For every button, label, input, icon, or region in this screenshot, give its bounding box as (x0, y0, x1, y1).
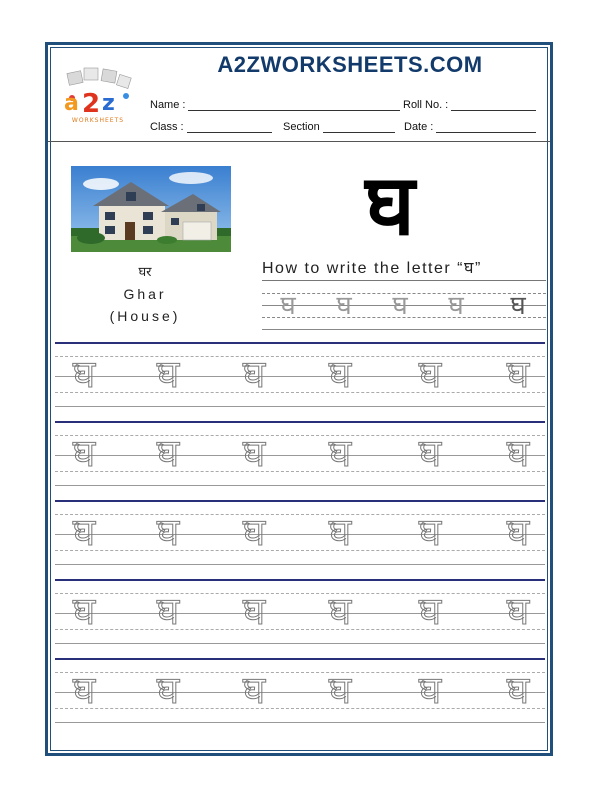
practice-row[interactable] (55, 658, 545, 720)
trace-letter: घ (72, 668, 96, 712)
trace-letter: घ (328, 431, 352, 475)
trace-letter: घ (418, 510, 442, 554)
practice-row[interactable] (55, 342, 545, 404)
svg-text:z: z (102, 91, 115, 116)
trace-letter: घ (328, 510, 352, 554)
site-title: A2ZWORKSHEETS.COM (217, 52, 483, 77)
trace-letter: घ (72, 352, 96, 396)
trace-letter: घ (156, 668, 180, 712)
trace-letter: घ (506, 352, 530, 396)
trace-letter: घ (242, 589, 266, 633)
trace-letter: घ (242, 431, 266, 475)
trace-letter: घ (506, 431, 530, 475)
trace-letter: घ (156, 352, 180, 396)
trace-letter: घ (418, 352, 442, 396)
svg-text:a: a (64, 91, 79, 116)
stroke-step-4: घ (448, 291, 464, 321)
stroke-step-5: घ (510, 291, 526, 321)
date-field[interactable]: Date : (404, 121, 536, 133)
stroke-step-1: घ (280, 291, 296, 321)
word-roman: Ghar (123, 286, 167, 302)
trace-letter: घ (506, 510, 530, 554)
trace-letter: घ (72, 510, 96, 554)
trace-letter: घ (72, 431, 96, 475)
heading-underline (262, 280, 546, 281)
name-field[interactable]: Name : (150, 99, 400, 111)
trace-letter: घ (72, 589, 96, 633)
how-to-write-heading: How to write the letter “घ” (262, 260, 482, 277)
practice-row[interactable] (55, 500, 545, 562)
section-field[interactable]: Section (283, 121, 395, 133)
roll-no-field[interactable]: Roll No. : (403, 99, 536, 111)
trace-letter: घ (418, 589, 442, 633)
house-image (71, 166, 231, 252)
trace-letter: घ (156, 589, 180, 633)
big-letter: घ (365, 156, 415, 254)
stroke-step-3: घ (392, 291, 408, 321)
practice-row[interactable] (55, 579, 545, 641)
word-meaning: (House) (109, 308, 181, 324)
trace-letter: घ (242, 510, 266, 554)
trace-letter: घ (328, 352, 352, 396)
trace-letter: घ (242, 352, 266, 396)
word-hindi: घर (138, 265, 152, 280)
stroke-step-2: घ (336, 291, 352, 321)
trace-letter: घ (328, 589, 352, 633)
trace-letter: घ (156, 510, 180, 554)
trace-letter: घ (156, 431, 180, 475)
logo-subtext: WORKSHEETS (71, 117, 125, 124)
trace-letter: घ (418, 431, 442, 475)
svg-text:2: 2 (82, 89, 101, 119)
stroke-order-steps (262, 285, 546, 333)
trace-letter: घ (418, 668, 442, 712)
practice-row[interactable] (55, 421, 545, 483)
a2z-logo-icon (58, 66, 138, 128)
trace-letter: घ (242, 668, 266, 712)
trace-letter: घ (328, 668, 352, 712)
header-separator (48, 141, 550, 142)
class-field[interactable]: Class : (150, 121, 272, 133)
trace-letter: घ (506, 668, 530, 712)
trace-letter: घ (506, 589, 530, 633)
